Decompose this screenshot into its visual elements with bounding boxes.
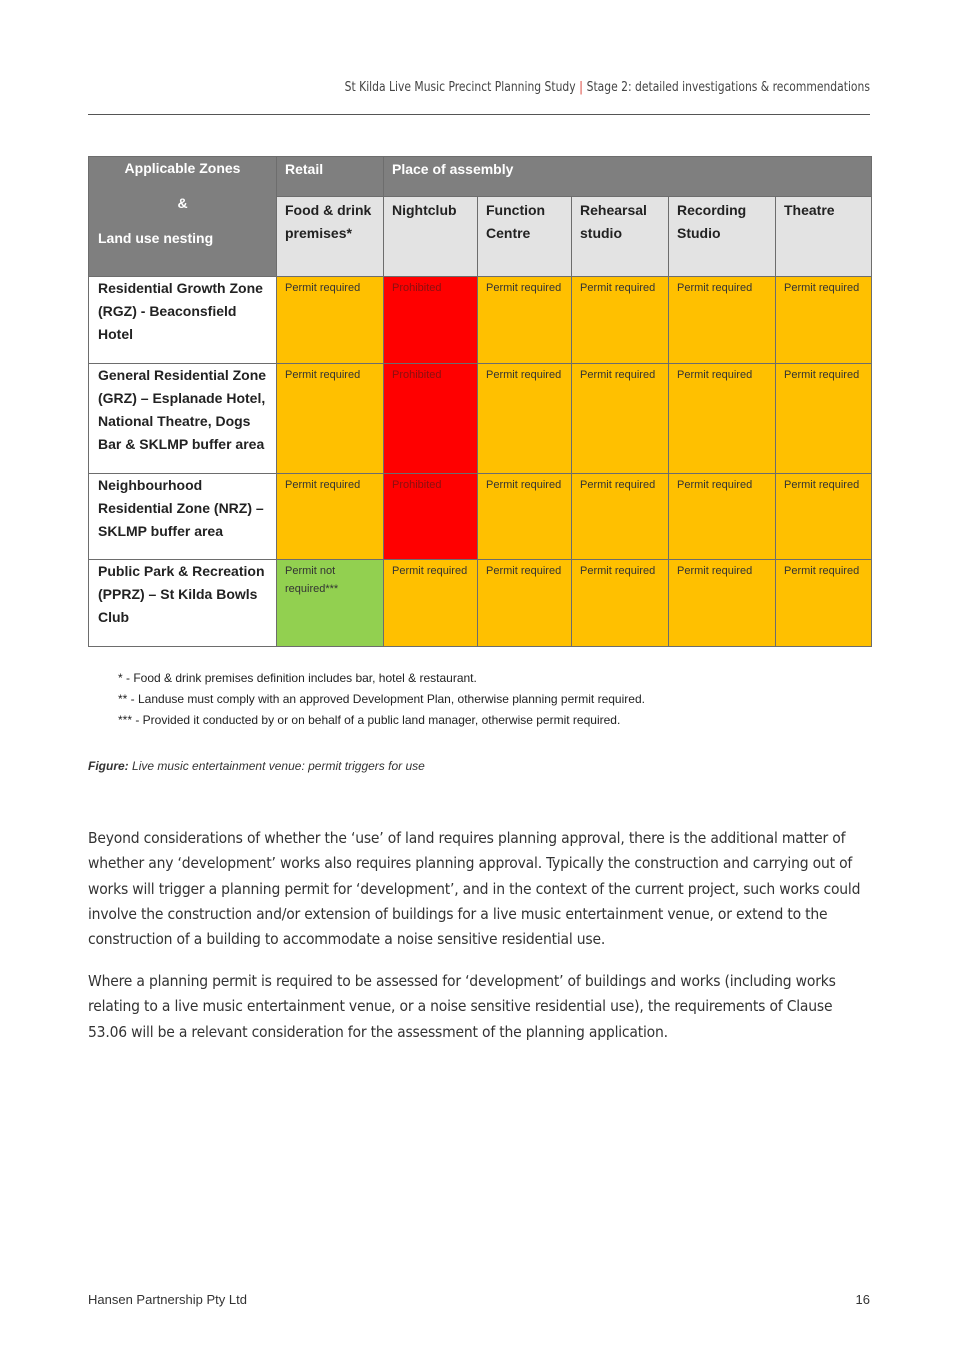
column-header: Food & drink premises* <box>277 197 384 277</box>
figure-caption <box>88 759 425 773</box>
zone-name-cell: Neighbourhood Residential Zone (NRZ) – SKLMP buffer area <box>89 474 277 560</box>
permit-cell: Prohibited <box>384 474 478 560</box>
permit-cell: Prohibited <box>384 364 478 474</box>
figure-caption-text: Live music entertainment venue: permit triggers for use <box>132 759 425 773</box>
column-header: Nightclub <box>384 197 478 277</box>
zone-name-cell: Public Park & Recreation (PPRZ) – St Kilda Bowls Club <box>89 560 277 647</box>
permit-cell: Permit required <box>384 560 478 647</box>
zone-name-cell: Residential Growth Zone (RGZ) - Beaconsfield Hotel <box>89 277 277 364</box>
table-footnotes <box>118 668 645 731</box>
header-separator: | <box>579 80 583 95</box>
permit-cell: Permit required <box>669 560 776 647</box>
zones-header-cell <box>89 157 277 277</box>
permit-cell: Permit required <box>572 474 669 560</box>
permit-cell: Permit required <box>776 277 872 364</box>
permit-cell: Permit not required*** <box>277 560 384 647</box>
header-study-title: St Kilda Live Music Precinct Planning Study <box>344 80 576 95</box>
body-paragraph: Where a planning permit is required to be assessed for ‘development’ of buildings and works (including works relating to a live music entertainment venue, or a noise sensitive residential use), the requirements of Clause 53.06 will be a relevant consideration for the assessment of the planning application. <box>88 972 836 1041</box>
footnote: * - Food & drink premises definition includes bar, hotel & restaurant. <box>118 671 477 685</box>
table-row <box>89 364 872 474</box>
permit-cell: Permit required <box>572 364 669 474</box>
permit-cell: Prohibited <box>384 277 478 364</box>
permit-cell: Permit required <box>277 474 384 560</box>
permit-cell: Permit required <box>669 277 776 364</box>
retail-group-header: Retail <box>277 157 384 197</box>
footnote: ** - Landuse must comply with an approved Development Plan, otherwise planning permit required. <box>118 692 645 706</box>
header-text <box>345 80 870 95</box>
permit-cell: Permit required <box>478 474 572 560</box>
column-header: Function Centre <box>478 197 572 277</box>
permit-triggers-table <box>88 156 872 647</box>
permit-cell: Permit required <box>572 277 669 364</box>
permit-cell: Permit required <box>669 474 776 560</box>
permit-cell: Permit required <box>572 560 669 647</box>
page-number: 16 <box>855 1292 870 1307</box>
header-stage: Stage 2: detailed investigations & recommendations <box>586 80 870 95</box>
permit-cell: Permit required <box>776 560 872 647</box>
permit-cell: Permit required <box>478 364 572 474</box>
column-header: Recording Studio <box>669 197 776 277</box>
permit-cell: Permit required <box>776 364 872 474</box>
permit-cell: Permit required <box>277 364 384 474</box>
column-header: Rehearsal studio <box>572 197 669 277</box>
footer-company: Hansen Partnership Pty Ltd <box>88 1292 247 1307</box>
table-row <box>89 474 872 560</box>
page-header <box>88 78 870 115</box>
permit-cell: Permit required <box>776 474 872 560</box>
zones-header-line3: Land use nesting <box>98 230 214 246</box>
column-header: Theatre <box>776 197 872 277</box>
permit-cell: Permit required <box>478 560 572 647</box>
footnote: *** - Provided it conducted by or on behalf of a public land manager, otherwise permit required. <box>118 713 621 727</box>
zones-header-line2: & <box>177 195 188 211</box>
zone-name-cell: General Residential Zone (GRZ) – Esplanade Hotel, National Theatre, Dogs Bar & SKLMP buffer area <box>89 364 277 474</box>
permit-cell: Permit required <box>277 277 384 364</box>
body-paragraph: Beyond considerations of whether the ‘use’ of land requires planning approval, there is the additional matter of whether any ‘development’ works also requires planning approval. Typically the construction and carrying out of works will trigger a planning permit for ‘development’, and in the context of the current project, such works could involve the construction and/or extension of buildings for a live music entertainment venue, or extend to the construction of a building to accommodate a noise sensitive residential use. <box>88 829 861 949</box>
permit-cell: Permit required <box>478 277 572 364</box>
figure-label: Figure: <box>88 759 129 773</box>
table-row <box>89 560 872 647</box>
permit-cell: Permit required <box>669 364 776 474</box>
assembly-group-header: Place of assembly <box>384 157 872 197</box>
table-row <box>89 277 872 364</box>
zones-header-line1: Applicable Zones <box>124 160 241 176</box>
